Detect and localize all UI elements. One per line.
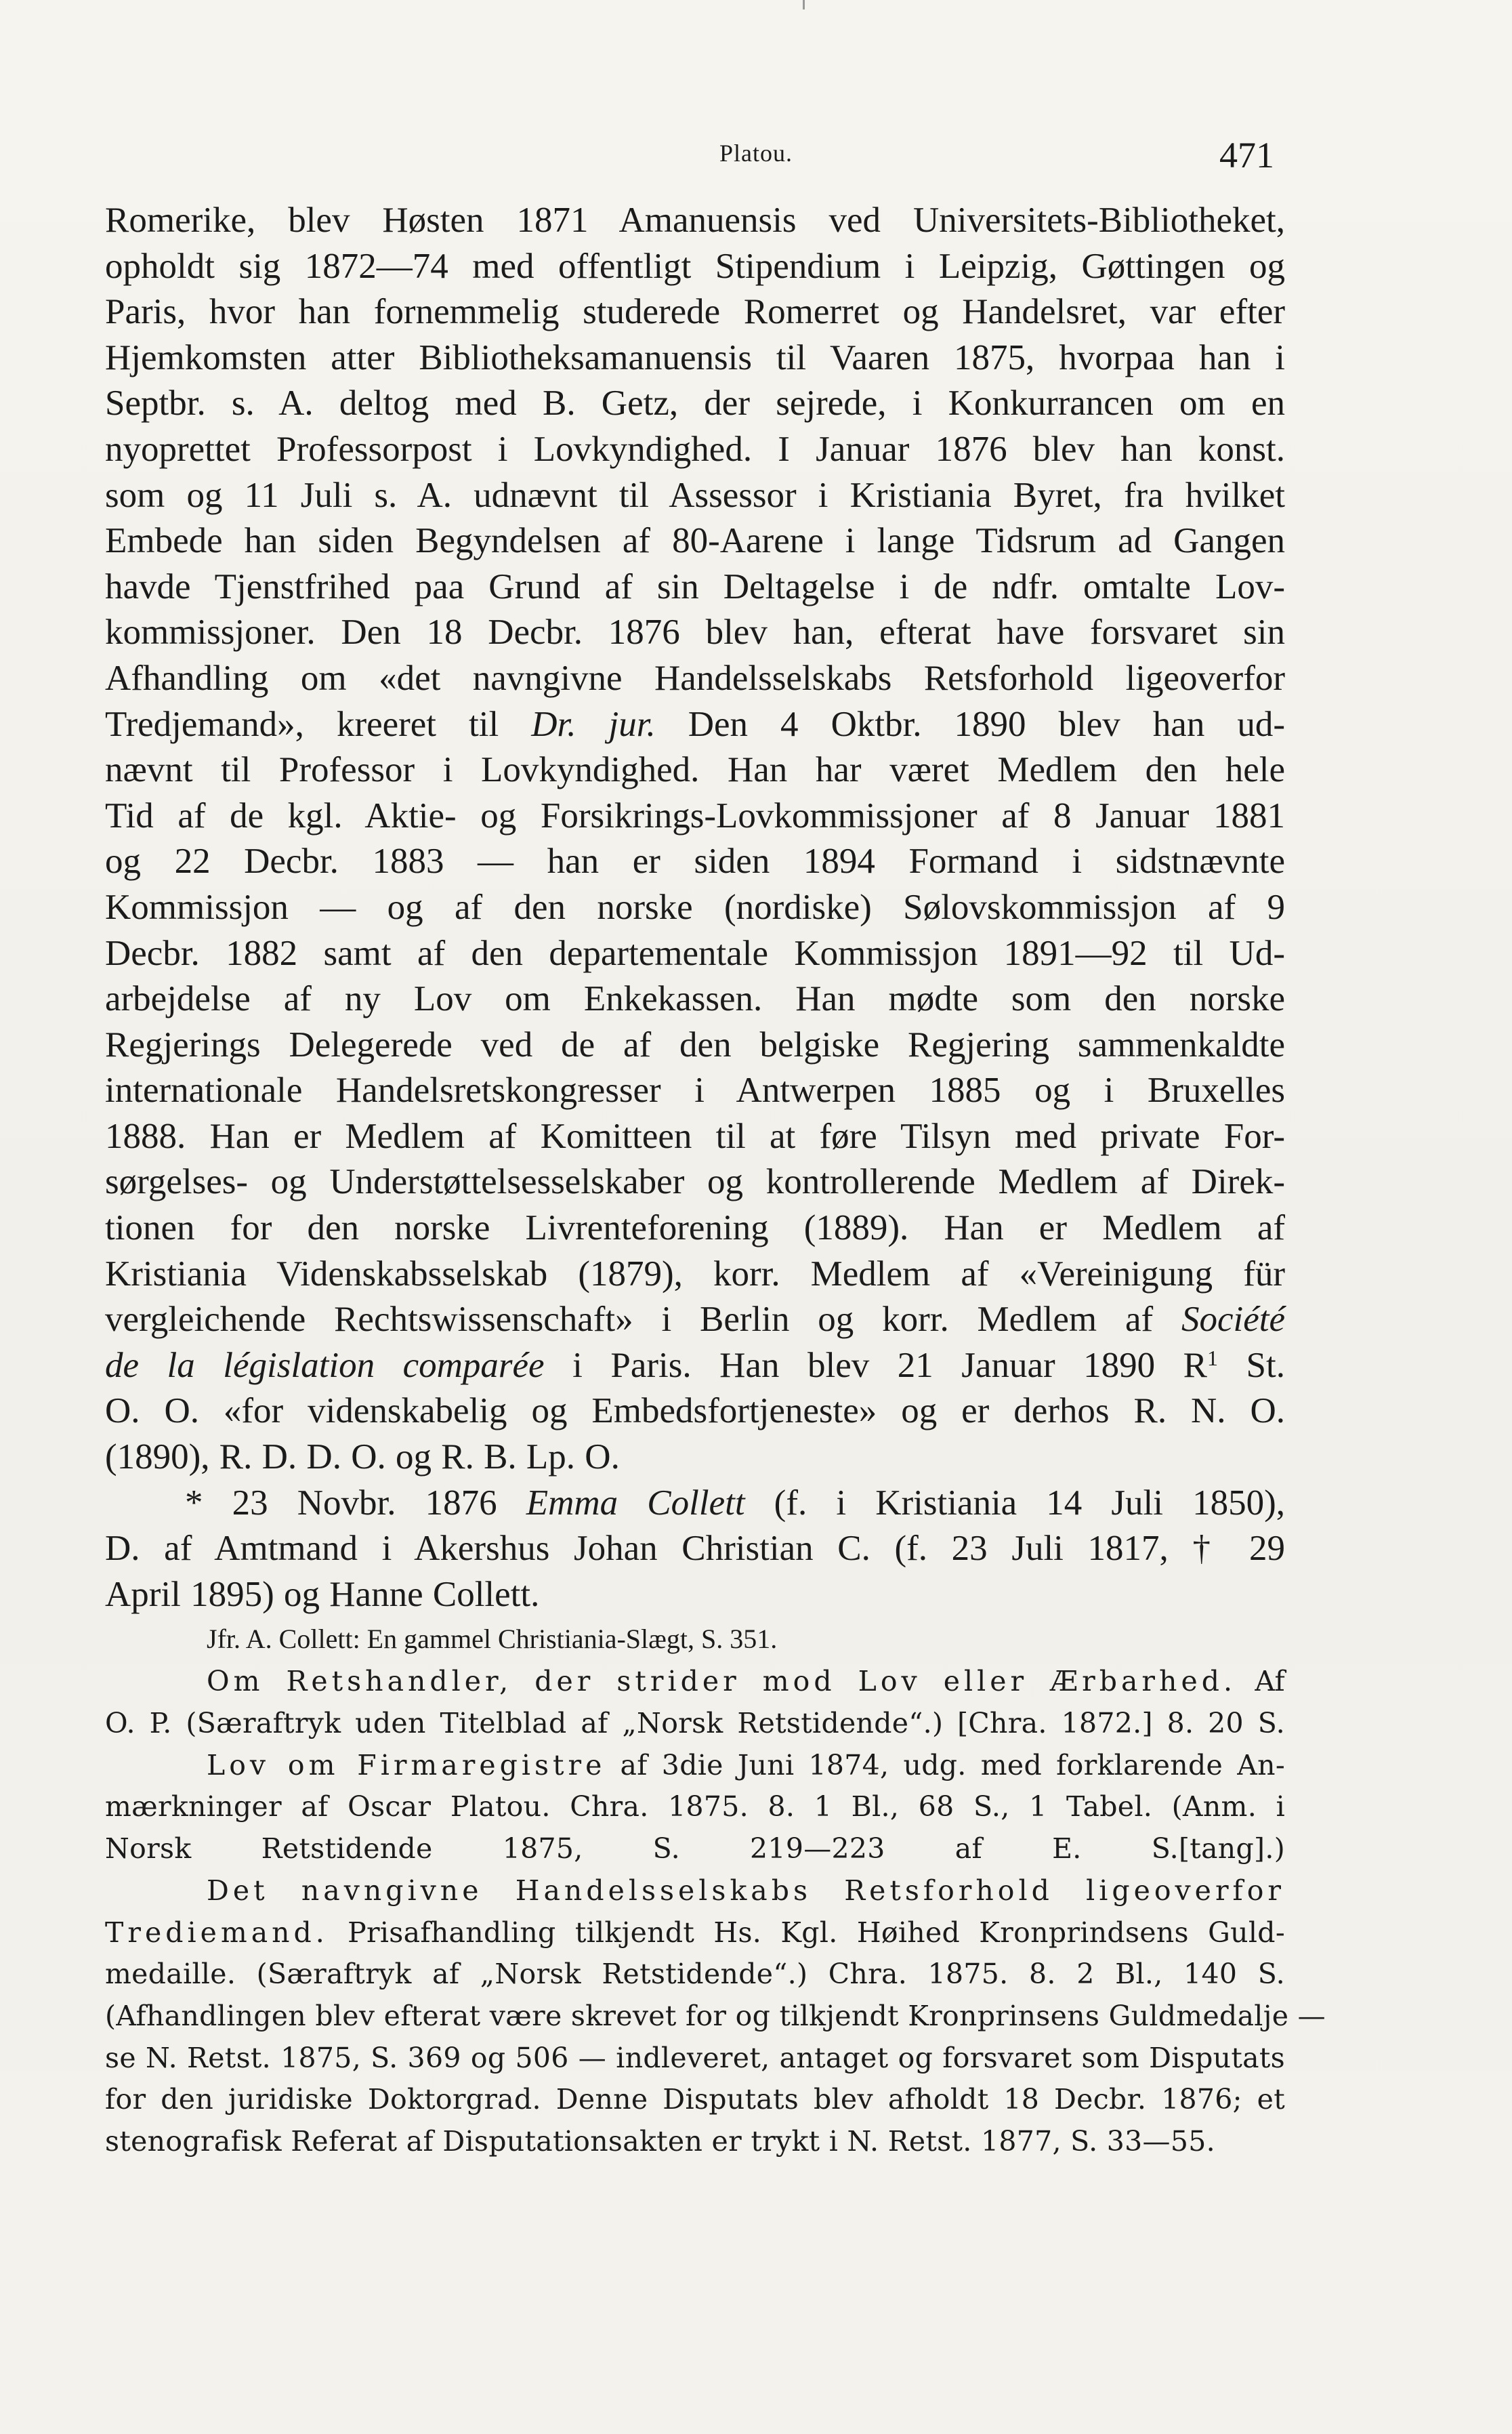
text-run: (f. i Kristiania 14 Juli 1850), xyxy=(744,1483,1286,1523)
text-line: April 1895) og Hanne Collett. xyxy=(105,1574,540,1614)
bibliography-line: (Afhandlingen blev efterat være skrevet for og tilkjendt Kronprinsens Guldmedalje — xyxy=(105,1999,1326,2032)
bibliography-line xyxy=(105,1745,1285,1787)
text-line: internationale Handelsretskongresser i Antwerpen 1885 og i Bruxelles xyxy=(105,1071,1285,1111)
text-line: Embede han siden Begyndelsen af 80-Aarene i lange Tidsrum ad Gangen xyxy=(105,521,1285,561)
text-line: Regjerings Delegerede ved de af den belgiske Regjering sammenkaldte xyxy=(105,1025,1285,1065)
bibliography-line: medaille. (Særaftryk af „Norsk Retstidende“.) Chra. 1875. 8. 2 Bl., 140 S. xyxy=(105,1958,1285,1991)
bibliography-line: mærkninger af Oscar Platou. Chra. 1875. 8. 1 Bl., 68 S., 1 Tabel. (Anm. i xyxy=(105,1790,1285,1823)
text-run: Den 4 Oktbr. 1890 blev han ud- xyxy=(655,704,1285,744)
text-line xyxy=(105,1297,1285,1343)
text-run: af 3die Juni 1874, udg. med forklarende An- xyxy=(606,1748,1285,1781)
text-line: havde Tjenstfrihed paa Grund af sin Deltagelse i de ndfr. omtalte Lov- xyxy=(105,566,1285,606)
reference-note: Jfr. A. Collett: En gammel Christiania-Slægt, S. 351. xyxy=(207,1624,778,1655)
text-line: nævnt til Professor i Lovkyndighed. Han har været Medlem den hele xyxy=(105,750,1285,790)
bibliography xyxy=(105,1661,1326,2162)
page-number: 471 xyxy=(1219,135,1274,176)
text-line: Paris, hvor han fornemmelig studerede Romerret og Handelsret, var efter xyxy=(105,292,1285,332)
bibliography-line: Norsk Retstidende 1875, S. 219—223 af E. S.[tang].) xyxy=(105,1832,1285,1865)
italic-run: Dr. jur. xyxy=(531,704,656,744)
text-line: 1888. Han er Medlem af Komitteen til at føre Tilsyn med private For- xyxy=(105,1116,1285,1156)
superscript: 1 xyxy=(1207,1345,1219,1370)
text-line: Kommissjon — og af den norske (nordiske) Sølovskommissjon af 9 xyxy=(105,887,1285,927)
text-line: kommissjoner. Den 18 Decbr. 1876 blev han, efterat have forsvaret sin xyxy=(105,613,1285,653)
text-line: opholdt sig 1872—74 med offentligt Stipendium i Leipzig, Gøttingen og xyxy=(105,246,1285,286)
text-line: som og 11 Juli s. A. udnævnt til Assessor i Kristiania Byret, fra hvilket xyxy=(105,475,1285,515)
text-line: nyoprettet Professorpost i Lovkyndighed. I Januar 1876 blev han konst. xyxy=(105,429,1285,469)
text-line: og 22 Decbr. 1883 — han er siden 1894 Formand i sidstnævnte xyxy=(105,842,1285,882)
page-edge-mark xyxy=(803,0,805,9)
text-run: Af xyxy=(1236,1665,1285,1698)
italic-run: Société xyxy=(1181,1300,1285,1340)
italic-run: de la législation comparée xyxy=(105,1345,545,1385)
italic-run: Emma Collett xyxy=(526,1483,745,1523)
running-title: Platou. xyxy=(719,140,793,167)
text-line xyxy=(105,1343,1285,1389)
marriage-paragraph xyxy=(105,1481,1285,1618)
text-line xyxy=(105,702,1285,748)
spaced-title: Det navngivne Handelsselskabs Retsforhold ligeoverfor xyxy=(207,1874,1285,1907)
text-line: O. O. «for videnskabelig og Embedsfortjeneste» og er derhos R. N. O. xyxy=(105,1391,1285,1431)
text-run: i Paris. Han blev 21 Januar 1890 R xyxy=(544,1345,1208,1385)
text-line: Romerike, blev Høsten 1871 Amanuensis ved Universitets-Bibliotheket, xyxy=(105,201,1285,240)
main-text xyxy=(105,198,1326,2163)
biography-paragraph xyxy=(105,198,1285,1481)
text-line: Septbr. s. A. deltog med B. Getz, der sejrede, i Konkurrancen om en xyxy=(105,384,1285,424)
spaced-title: Trediemand. xyxy=(105,1916,329,1949)
text-run: Tredjemand», kreeret til xyxy=(105,704,532,744)
text-line: Decbr. 1882 samt af den departementale Kommissjon 1891—92 til Ud- xyxy=(105,933,1285,973)
bibliography-line xyxy=(105,1870,1285,1912)
bibliography-line xyxy=(105,1912,1285,1954)
text-line: arbejdelse af ny Lov om Enkekassen. Han mødte som den norske xyxy=(105,979,1285,1019)
bibliography-line xyxy=(105,1661,1285,1703)
text-line xyxy=(105,1481,1285,1527)
bibliography-line: for den juridiske Doktorgrad. Denne Disputats blev afholdt 18 Decbr. 1876; et xyxy=(105,2083,1285,2116)
text-run: Prisafhandling tilkjendt Hs. Kgl. Høihed Kronprindsens Guld- xyxy=(328,1916,1285,1949)
spaced-title: Om Retshandler, der strider mod Lov eller Ærbarhed. xyxy=(207,1665,1236,1698)
bibliography-line: O. P. (Særaftryk uden Titelblad af „Norsk Retstidende“.) [Chra. 1872.] 8. 20 S. xyxy=(105,1707,1285,1740)
text-line: Afhandling om «det navngivne Handelsselskabs Retsforhold ligeoverfor xyxy=(105,658,1285,698)
text-line: Tid af de kgl. Aktie- og Forsikrings-Lovkommissjoner af 8 Januar 1881 xyxy=(105,796,1285,836)
text-line: (1890), R. D. D. O. og R. B. Lp. O. xyxy=(105,1437,620,1477)
text-line: tionen for den norske Livrenteforening (1889). Han er Medlem af xyxy=(105,1208,1285,1248)
text-run: vergleichende Rechtswissenschaft» i Berlin og korr. Medlem af xyxy=(105,1300,1181,1340)
bibliography-line: stenografisk Referat af Disputationsakten er trykt i N. Retst. 1877, S. 33—55. xyxy=(105,2124,1215,2158)
text-line: D. af Amtmand i Akershus Johan Christian C. (f. 23 Juli 1817, † 29 xyxy=(105,1529,1285,1569)
text-line: Kristiania Videnskabsselskab (1879), korr. Medlem af «Vereinigung für xyxy=(105,1254,1285,1294)
text-run: * 23 Novbr. 1876 xyxy=(185,1483,526,1523)
bibliography-line: se N. Retst. 1875, S. 369 og 506 — indleveret, antaget og forsvaret som Disputats xyxy=(105,2041,1285,2074)
text-line: sørgelses- og Understøttelsesselskaber og kontrollerende Medlem af Direk- xyxy=(105,1162,1285,1202)
text-line: Hjemkomsten atter Bibliotheksamanuensis til Vaaren 1875, hvorpaa han i xyxy=(105,337,1285,377)
spaced-title: Lov om Firmaregistre xyxy=(207,1748,606,1781)
text-run: St. xyxy=(1218,1345,1286,1385)
